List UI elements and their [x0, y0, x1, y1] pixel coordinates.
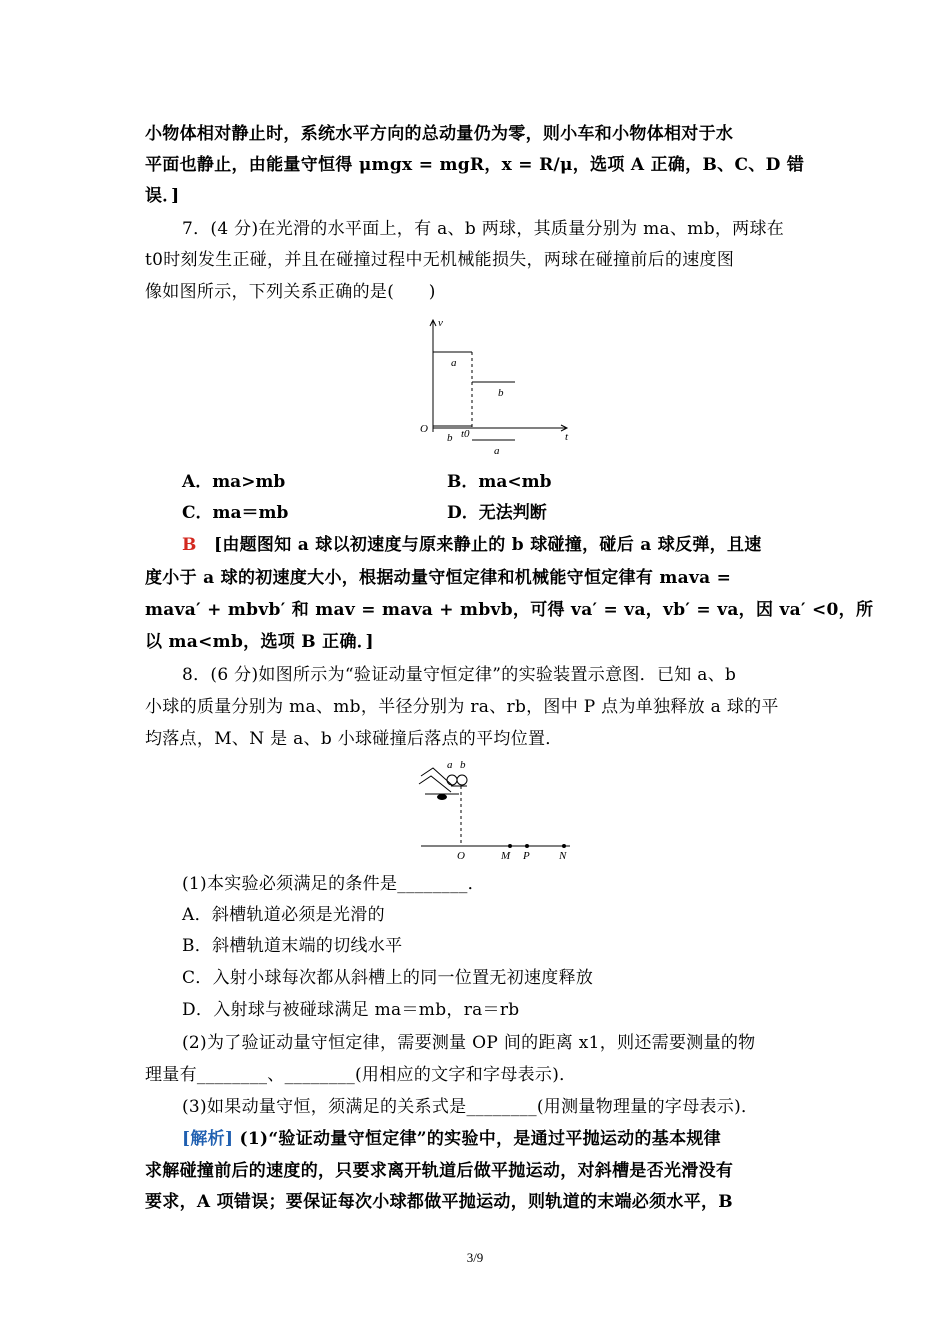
curve-label-a: a [451, 357, 457, 369]
point-n-label: N [559, 850, 567, 862]
origin-label: O [420, 423, 428, 435]
question-8: 8．(6 分)如图所示为“验证动量守恒定律”的实验装置示意图．已知 a、b [182, 665, 737, 685]
choice-c: C．入射小球每次都从斜槽上的同一位置无初速度释放 [182, 968, 594, 988]
choice-a: A．斜槽轨道必须是光滑的 [182, 905, 385, 925]
sub-question-1: (1)本实验必须满足的条件是________． [182, 874, 485, 894]
analysis-line: [解析] (1)“验证动量守恒定律”的实验中，是通过平抛运动的基本规律 [182, 1129, 721, 1149]
analysis-label: [解析] [182, 1129, 234, 1149]
answer-line: B [由题图知 a 球以初速度与原来静止的 b 球碰撞，碰后 a 球反弹，且速 [182, 535, 762, 555]
curve-label-a: a [494, 445, 500, 457]
option-c: C．ma＝mb [182, 503, 289, 523]
text-line: 均落点，M、N 是 a、b 小球碰撞后落点的平均位置． [145, 729, 563, 749]
choice-b: B．斜槽轨道末端的切线水平 [182, 936, 403, 956]
text-line: 平面也静止，由能量守恒得 μmgx = mgR，x = R/μ，选项 A 正确，B、C、D 错 [145, 155, 805, 175]
curve-label-b: b [447, 432, 453, 444]
axis-label-v: v [438, 317, 443, 329]
point-m-label: M [501, 850, 511, 862]
sub-question-2: (2)为了验证动量守恒定律，需要测量 OP 间的距离 x1，则还需要测量的物 [182, 1033, 756, 1053]
velocity-time-graph [415, 314, 580, 464]
text-line: 像如图所示，下列关系正确的是( ) [145, 282, 436, 302]
text-line: 小球的质量分别为 ma、mb，半径分别为 ra、rb，图中 P 点为单独释放 a 球的平 [145, 697, 779, 717]
ball-b-label: b [460, 759, 466, 771]
option-a: A．ma>mb [182, 472, 286, 492]
axis-label-t: t [565, 431, 569, 443]
text-line: 理量有________、________(用相应的文字和字母表示)． [145, 1065, 577, 1085]
t0-label: t0 [461, 428, 470, 440]
text-line: 求解碰撞前后的速度的，只要求离开轨道后做平抛运动，对斜槽是否光滑没有 [145, 1161, 734, 1181]
point-p-label: P [523, 850, 530, 862]
text-line: 误．] [145, 186, 180, 206]
collision-apparatus-diagram [415, 758, 575, 864]
text-line: 小物体相对静止时，系统水平方向的总动量仍为零，则小车和小物体相对于水 [145, 124, 734, 144]
ball-a-label: a [447, 759, 453, 771]
text-line: t0时刻发生正碰，并且在碰撞过程中无机械能损失，两球在碰撞前后的速度图 [145, 250, 735, 270]
option-d: D．无法判断 [447, 503, 547, 523]
question-7: 7．(4 分)在光滑的水平面上，有 a、b 两球，其质量分别为 ma、mb，两球在 [182, 219, 785, 239]
text-line: 以 ma<mb，选项 B 正确．] [145, 632, 374, 652]
point-o-label: O [457, 850, 465, 862]
answer-label: B [182, 535, 197, 555]
text-line: 度小于 a 球的初速度大小，根据动量守恒定律和机械能守恒定律有 mava = [145, 568, 732, 588]
curve-label-b: b [498, 387, 504, 399]
page-number: 3/9 [466, 1250, 484, 1265]
text-line: mava′ + mbvb′ 和 mav = mava + mbvb，可得 va′ = va，vb′ = va，因 va′ <0，所 [145, 600, 874, 620]
option-b: B．ma<mb [447, 472, 552, 492]
text-line: 要求，A 项错误；要保证每次小球都做平抛运动，则轨道的末端必须水平，B [145, 1192, 733, 1212]
choice-d: D．入射球与被碰球满足 ma＝mb，ra＝rb [182, 1000, 520, 1020]
sub-question-3: (3)如果动量守恒，须满足的关系式是________(用测量物理量的字母表示)． [182, 1097, 759, 1117]
